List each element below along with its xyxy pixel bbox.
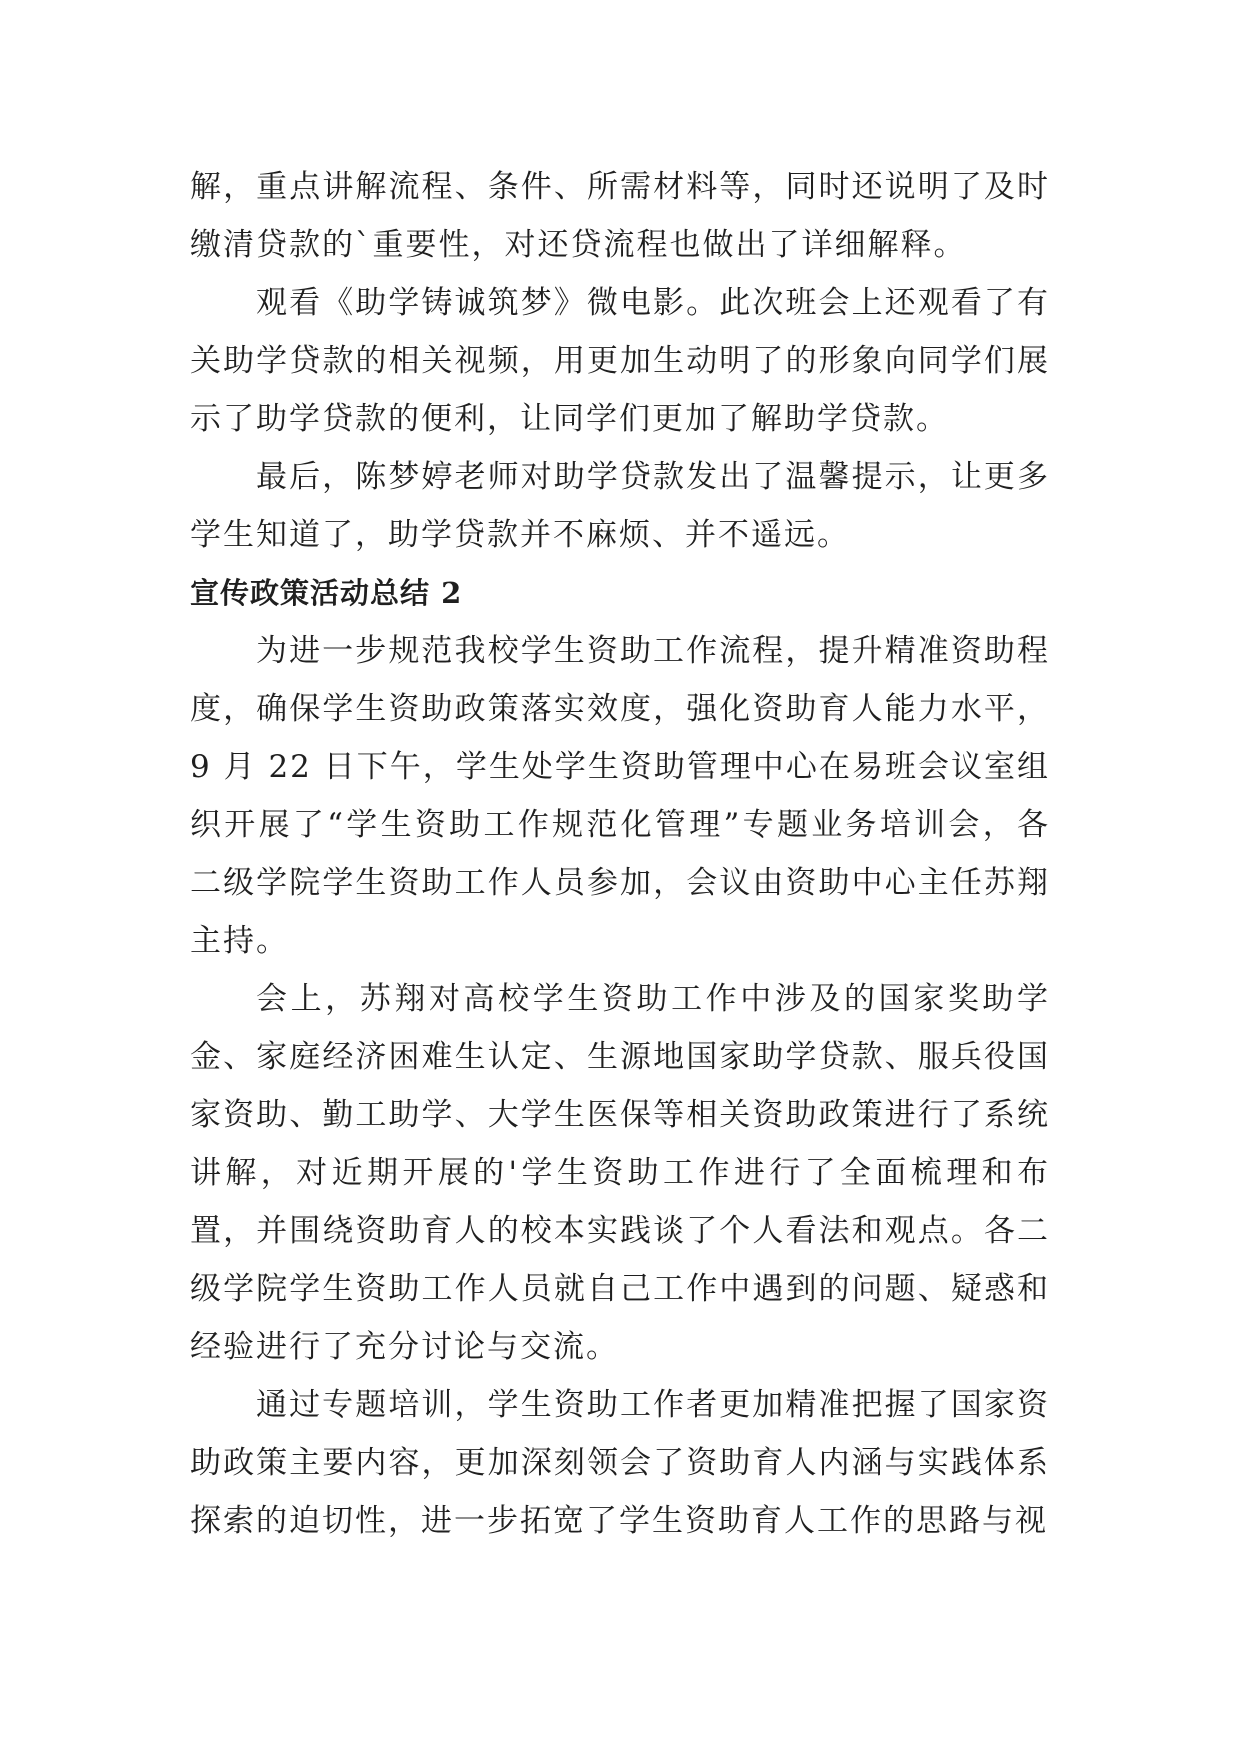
- paragraph-video: 观看《助学铸诚筑梦》微电影。此次班会上还观看了有关助学贷款的相关视频，用更加生动明了的形象向同学们展示了助学贷款的便利，让同学们更加了解助学贷款。: [190, 285, 1050, 437]
- document-body: [190, 158, 1050, 1550]
- paragraph-meeting: 会上，苏翔对高校学生资助工作中涉及的国家奖助学金、家庭经济困难生认定、生源地国家助学贷款、服兵役国家资助、勤工助学、大学生医保等相关资助政策进行了系统讲解，对近期开展的'学生资助工作进行了全面梳理和布置，并围绕资助育人的校本实践谈了个人看法和观点。各二级学院学生资助工作人员就自己工作中遇到的问题、疑惑和经验进行了充分讨论与交流。: [190, 981, 1050, 1365]
- paragraph-reminder: 最后，陈梦婷老师对助学贷款发出了温馨提示，让更多学生知道了，助学贷款并不麻烦、并不遥远。: [190, 459, 1050, 553]
- paragraph-continued: 解，重点讲解流程、条件、所需材料等，同时还说明了及时缴清贷款的`重要性，对还贷流程也做出了详细解释。: [190, 169, 1050, 263]
- paragraph-training-intro: 为进一步规范我校学生资助工作流程，提升精准资助程度，确保学生资助政策落实效度，强化资助育人能力水平，9 月 22 日下午，学生处学生资助管理中心在易班会议室组织开展了“学生资助工作规范化管理”专题业务培训会，各二级学院学生资助工作人员参加，会议由资助中心主任苏翔主持。: [190, 633, 1050, 959]
- paragraph-outcome: 通过专题培训，学生资助工作者更加精准把握了国家资助政策主要内容，更加深刻领会了资助育人内涵与实践体系探索的迫切性，进一步拓宽了学生资助育人工作的思路与视: [190, 1387, 1050, 1539]
- section-title: 宣传政策活动总结 2: [190, 576, 463, 610]
